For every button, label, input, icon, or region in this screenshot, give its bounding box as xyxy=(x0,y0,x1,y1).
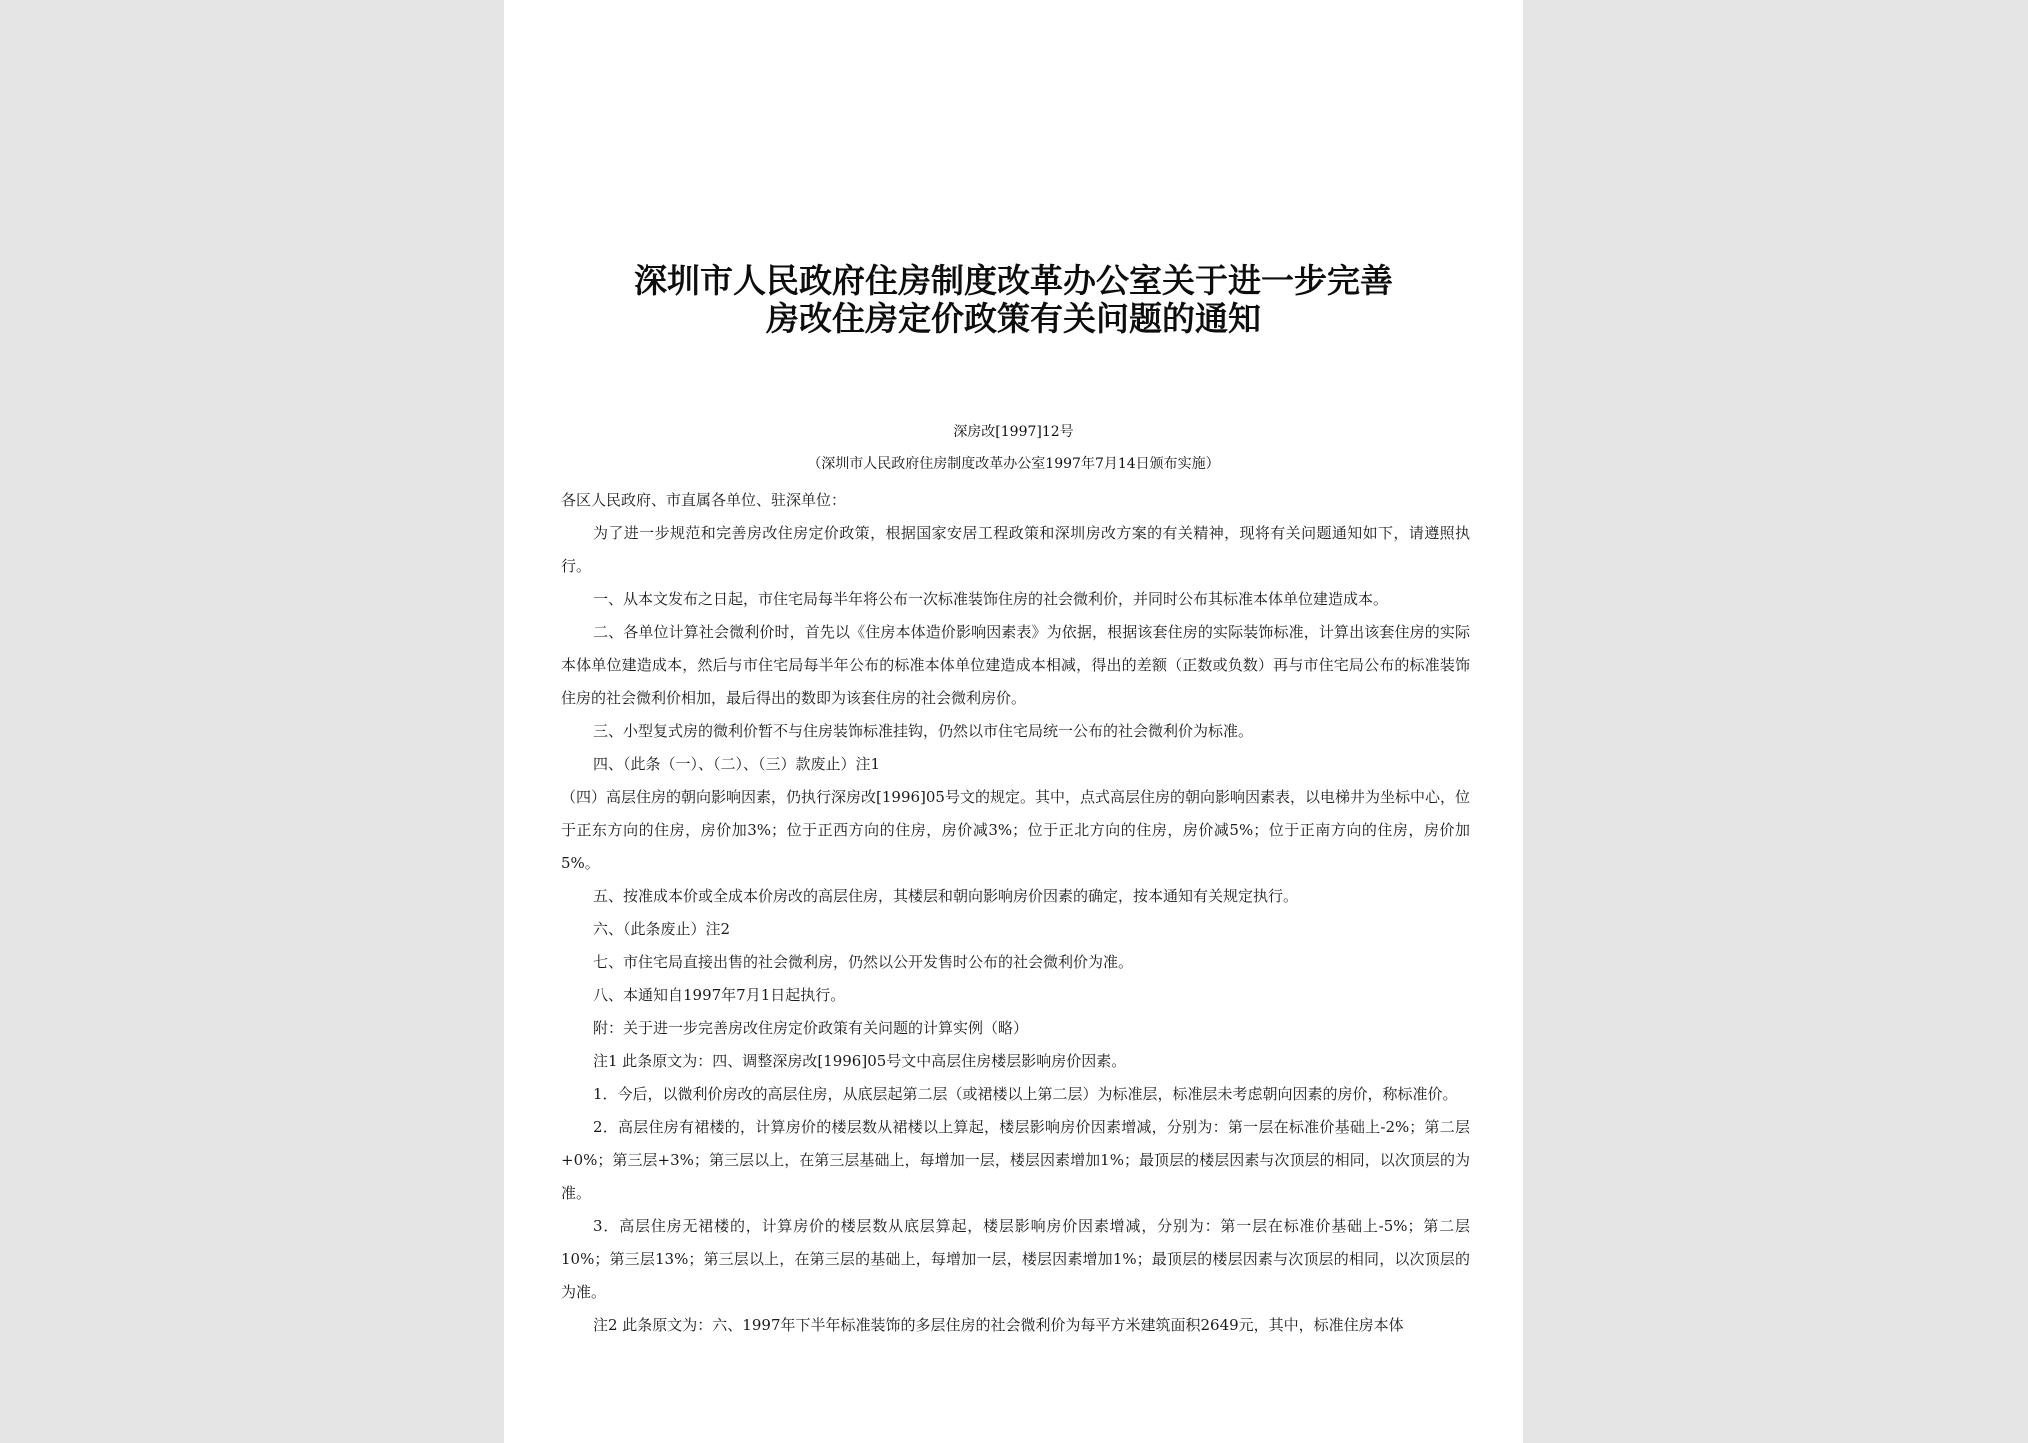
issue-note: （深圳市人民政府住房制度改革办公室1997年7月14日颁布实施） xyxy=(807,456,1220,472)
footnote-1-item-2: 2．高层住房有裙楼的，计算房价的楼层数从裙楼以上算起，楼层影响房价因素增减，分别为：第一层在标准价基础上-2%；第二层+0%；第三层+3%；第三层以上，在第三层基础上，每增加一层，楼层因素增加1%；最顶层的楼层因素与次顶层的相同，以次顶层的为准。 xyxy=(561,1118,1470,1202)
footnote-1-item-1: 1．今后，以微利价房改的高层住房，从底层起第二层（或裙楼以上第二层）为标准层，标准层未考虑朝向因素的房价，称标准价。 xyxy=(593,1085,1458,1103)
title-line-1: 深圳市人民政府住房制度改革办公室关于进一步完善 xyxy=(634,261,1393,300)
paragraph-4: 四、（此条（一）、（二）、（三）款废止）注1 xyxy=(593,755,881,773)
document-page xyxy=(504,0,1523,1443)
paragraph-4-item-4: （四）高层住房的朝向影响因素，仍执行深房改[1996]05号文的规定。其中，点式高层住房的朝向影响因素表，以电梯井为坐标中心，位于正东方向的住房，房价加3%；位于正西方向的住房，房价减3%；位于正北方向的住房，房价减5%；位于正南方向的住房，房价加5%。 xyxy=(561,788,1470,872)
paragraph-3: 三、小型复式房的微利价暂不与住房装饰标准挂钩，仍然以市住宅局统一公布的社会微利价为标准。 xyxy=(593,722,1254,740)
title-line-2: 房改住房定价政策有关问题的通知 xyxy=(766,299,1261,338)
paragraph-intro: 为了进一步规范和完善房改住房定价政策，根据国家安居工程政策和深圳房改方案的有关精神，现将有关问题通知如下，请遵照执行。 xyxy=(561,524,1470,575)
addressee: 各区人民政府、市直属各单位、驻深单位： xyxy=(561,491,847,509)
paragraph-2: 二、各单位计算社会微利价时，首先以《住房本体造价影响因素表》为依据，根据该套住房的实际装饰标准，计算出该套住房的实际本体单位建造成本，然后与市住宅局每半年公布的标准本体单位建造成本相减，得出的差额（正数或负数）再与市住宅局公布的标准装饰住房的社会微利价相加，最后得出的数即为该套住房的社会微利房价。 xyxy=(561,623,1470,707)
document-body xyxy=(561,484,1470,1342)
paragraph-6: 六、（此条废止）注2 xyxy=(593,920,731,938)
footnote-2: 注2 此条原文为：六、1997年下半年标准装饰的多层住房的社会微利价为每平方米建筑面积2649元，其中，标准住房本体 xyxy=(593,1316,1404,1334)
paragraph-5: 五、按准成本价或全成本价房改的高层住房，其楼层和朝向影响房价因素的确定，按本通知有关规定执行。 xyxy=(593,887,1299,905)
paragraph-7: 七、市住宅局直接出售的社会微利房，仍然以公开发售时公布的社会微利价为准。 xyxy=(593,953,1134,971)
paragraph-1: 一、从本文发布之日起，市住宅局每半年将公布一次标准装饰住房的社会微利价，并同时公布其标准本体单位建造成本。 xyxy=(593,590,1389,608)
document-number: 深房改[1997]12号 xyxy=(953,424,1074,440)
footnote-1: 注1 此条原文为：四、调整深房改[1996]05号文中高层住房楼层影响房价因素。 xyxy=(593,1052,1127,1070)
document-title xyxy=(504,262,1523,338)
attachment-note: 附：关于进一步完善房改住房定价政策有关问题的计算实例（略） xyxy=(593,1019,1029,1037)
footnote-1-item-3: 3．高层住房无裙楼的，计算房价的楼层数从底层算起，楼层影响房价因素增减，分别为：第一层在标准价基础上-5%；第二层10%；第三层13%；第三层以上，在第三层的基础上，每增加一层，楼层因素增加1%；最顶层的楼层因素与次顶层的相同，以次顶层的为准。 xyxy=(561,1217,1470,1301)
paragraph-8: 八、本通知自1997年7月1日起执行。 xyxy=(593,986,846,1004)
